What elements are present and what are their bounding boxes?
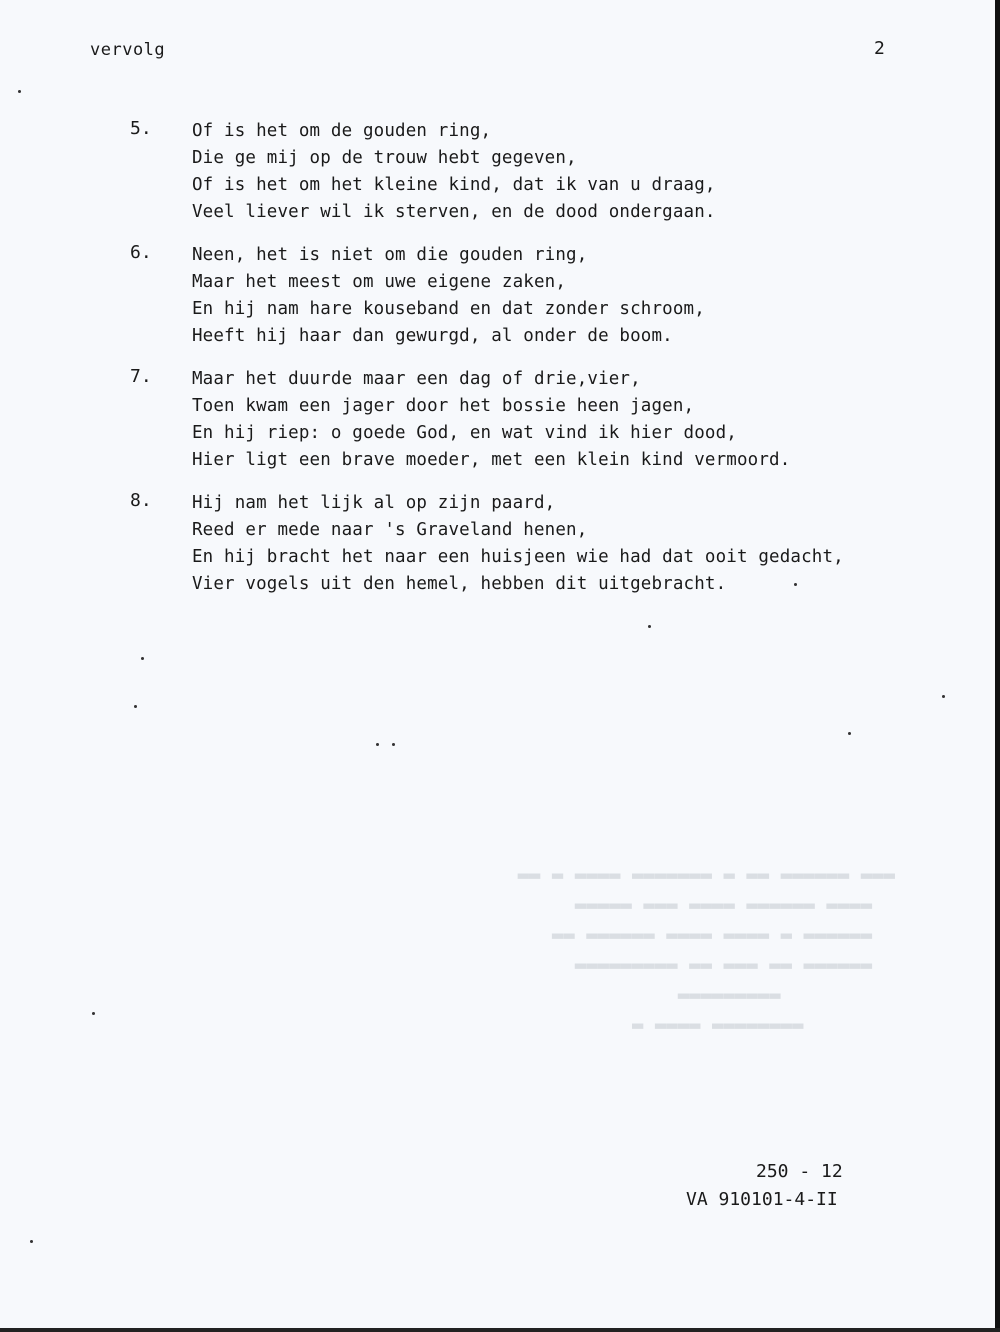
verse-line: Of is het om de gouden ring, <box>192 121 492 141</box>
scan-speck <box>30 1240 33 1243</box>
stanza-lines <box>192 366 832 474</box>
verse-line: Hier ligt een brave moeder, met een klein kind vermoord. <box>192 450 791 470</box>
stanza-number: 6. <box>130 242 152 263</box>
reference-code: 250 - 12 <box>756 1161 843 1182</box>
scan-speck <box>141 657 144 660</box>
verse-line: En hij nam hare kouseband en dat zonder schroom, <box>192 299 705 319</box>
verse-line: En hij bracht het naar een huisjeen wie had dat ooit gedacht, <box>192 547 844 567</box>
verse-line: Vier vogels uit den hemel, hebben dit uitgebracht. <box>192 574 727 594</box>
verse-line: Die ge mij op de trouw hebt gegeven, <box>192 148 577 168</box>
stanza-number: 7. <box>130 366 152 387</box>
verse-line: Of is het om het kleine kind, dat ik van u draag, <box>192 175 716 195</box>
scan-speck <box>648 625 651 628</box>
scan-edge-bottom <box>0 1328 1000 1332</box>
scan-speck <box>92 1012 95 1015</box>
verse-line: Reed er mede naar 's Graveland henen, <box>192 520 588 540</box>
bleed-through-texture: ▬▬▬ ▬▬▬▬▬▬ ▬▬ ▬ ▬▬▬▬▬▬▬ ▬▬▬▬ ▬ ▬▬ ▬▬▬▬ ▬▬▬▬▬▬ ▬▬▬▬ ▬▬▬ ▬▬▬▬▬ ▬▬▬▬▬▬ ▬ ▬▬▬▬ ▬▬▬▬ ▬▬▬▬▬▬ ▬▬ ▬▬▬▬▬▬ ▬▬ ▬▬▬ ▬▬ ▬▬▬▬▬▬▬▬▬ ▬▬▬▬▬▬▬▬▬ ▬▬▬▬▬▬▬▬ ▬▬▬▬ ▬ <box>517 864 895 1036</box>
verse-line: Heeft hij haar dan gewurgd, al onder de boom. <box>192 326 673 346</box>
stanza-number: 5. <box>130 118 152 139</box>
scan-speck <box>942 695 945 698</box>
scan-speck <box>392 743 395 746</box>
stanza-lines <box>192 118 832 226</box>
verse-line: Hij nam het lijk al op zijn paard, <box>192 493 556 513</box>
header-continuation: vervolg <box>90 40 166 60</box>
verse-line: Veel liever wil ik sterven, en de dood ondergaan. <box>192 202 716 222</box>
scan-speck <box>848 732 851 735</box>
verse-line: Toen kwam een jager door het bossie heen jagen, <box>192 396 695 416</box>
scan-edge-right <box>995 0 1000 1332</box>
stanza-lines <box>192 490 844 598</box>
scan-speck <box>376 743 379 746</box>
scan-speck <box>134 705 137 708</box>
archive-code: VA 910101-4-II <box>686 1189 838 1210</box>
verse-line: Maar het duurde maar een dag of drie,vier, <box>192 369 641 389</box>
scan-speck <box>794 583 797 586</box>
scan-speck <box>18 90 21 93</box>
stanza-lines <box>192 242 832 350</box>
verse-line: En hij riep: o goede God, en wat vind ik hier dood, <box>192 423 737 443</box>
stanza-number: 8. <box>130 490 152 511</box>
verse-line: Maar het meest om uwe eigene zaken, <box>192 272 567 292</box>
verse-line: Neen, het is niet om die gouden ring, <box>192 245 588 265</box>
page-number: 2 <box>874 38 885 59</box>
